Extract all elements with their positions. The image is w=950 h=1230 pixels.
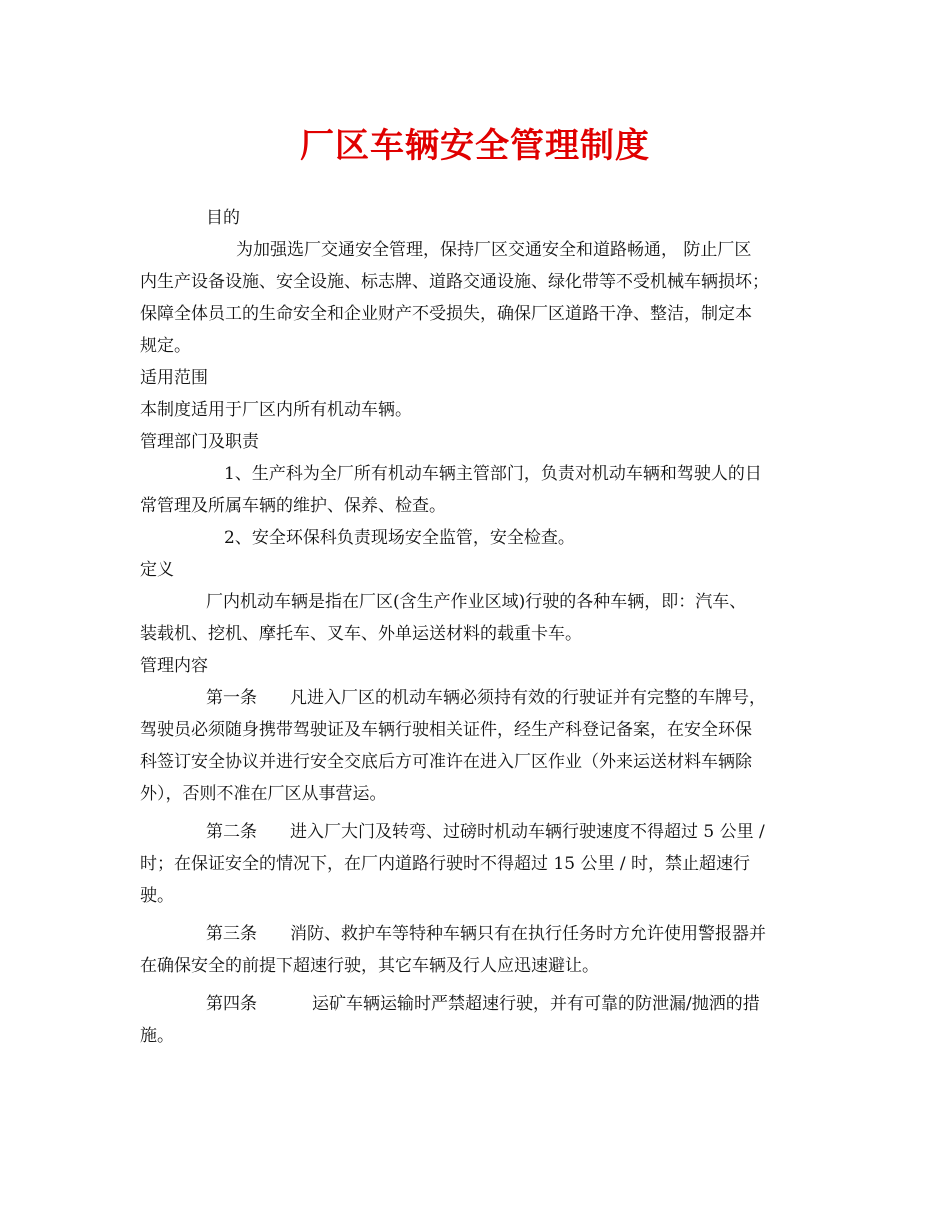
purpose-line: 为加强选厂交通安全管理，保持厂区交通安全和道路畅通， 防止厂区 — [236, 240, 752, 260]
clause-label: 第四条 — [206, 994, 257, 1014]
content-heading: 管理内容 — [140, 656, 208, 676]
clause-line: 科签订安全协议并进行安全交底后方可准许在进入厂区作业（外来运送材料车辆除 — [140, 752, 752, 772]
scope-text: 本制度适用于厂区内所有机动车辆。 — [140, 400, 412, 420]
clause-first-line — [140, 816, 820, 848]
definition-heading: 定义 — [140, 560, 174, 580]
clause-label: 第三条 — [206, 924, 257, 944]
definition-line: 厂内机动车辆是指在厂区(含生产作业区域)行驶的各种车辆，即：汽车、 — [206, 592, 747, 612]
clause-label: 第一条 — [206, 688, 257, 708]
clause-line: 施。 — [140, 1026, 174, 1046]
clause-3 — [140, 918, 820, 982]
clause-4 — [140, 988, 820, 1052]
clause-first-line — [140, 918, 820, 950]
clause-line: 外），否则不准在厂区从事营运。 — [140, 784, 387, 804]
clause-line: 进入厂大门及转弯、过磅时机动车辆行驶速度不得超过 5 公里 / — [290, 822, 765, 842]
dept-item-1 — [140, 458, 820, 522]
purpose-line: 保障全体员工的生命安全和企业财产不受损失，确保厂区道路干净、整洁，制定本 — [140, 304, 752, 324]
purpose-line: 规定。 — [140, 336, 191, 356]
clause-line: 运矿车辆运输时严禁超速行驶，并有可靠的防泄漏/抛洒的措 — [312, 994, 760, 1014]
purpose-line: 内生产设备设施、安全设施、标志牌、道路交通设施、绿化带等不受机械车辆损坏； — [140, 272, 769, 292]
dept-item-line: 1、生产科为全厂所有机动车辆主管部门，负责对机动车辆和驾驶人的日 — [224, 464, 762, 484]
clause-line: 时；在保证安全的情况下，在厂内道路行驶时不得超过 15 公里 / 时，禁止超速行 — [140, 854, 750, 874]
clause-line: 在确保安全的前提下超速行驶，其它车辆及行人应迅速避让。 — [140, 956, 599, 976]
document-title: 厂区车辆安全管理制度 — [300, 126, 650, 166]
dept-item-2: 2、安全环保科负责现场安全监管，安全检查。 — [224, 528, 575, 548]
definition-line: 装载机、挖机、摩托车、叉车、外单运送材料的载重卡车。 — [140, 624, 582, 644]
clause-2 — [140, 816, 820, 912]
clause-first-line — [140, 988, 820, 1020]
document-body — [140, 202, 820, 1052]
clause-line: 驶。 — [140, 886, 174, 906]
clause-line: 凡进入厂区的机动车辆必须持有效的行驶证并有完整的车牌号， — [290, 688, 766, 708]
clause-line: 驾驶员必须随身携带驾驶证及车辆行驶相关证件，经生产科登记备案，在安全环保 — [140, 720, 752, 740]
clause-first-line — [140, 682, 820, 714]
purpose-paragraph — [140, 234, 820, 362]
clause-1 — [140, 682, 820, 810]
definition-paragraph — [140, 586, 820, 650]
clause-line: 消防、救护车等特种车辆只有在执行任务时方允许使用警报器并 — [290, 924, 766, 944]
purpose-heading: 目的 — [206, 208, 240, 228]
clause-label: 第二条 — [206, 822, 257, 842]
dept-item-line: 常管理及所属车辆的维护、保养、检查。 — [140, 496, 446, 516]
dept-heading: 管理部门及职责 — [140, 432, 259, 452]
scope-heading: 适用范围 — [140, 368, 208, 388]
